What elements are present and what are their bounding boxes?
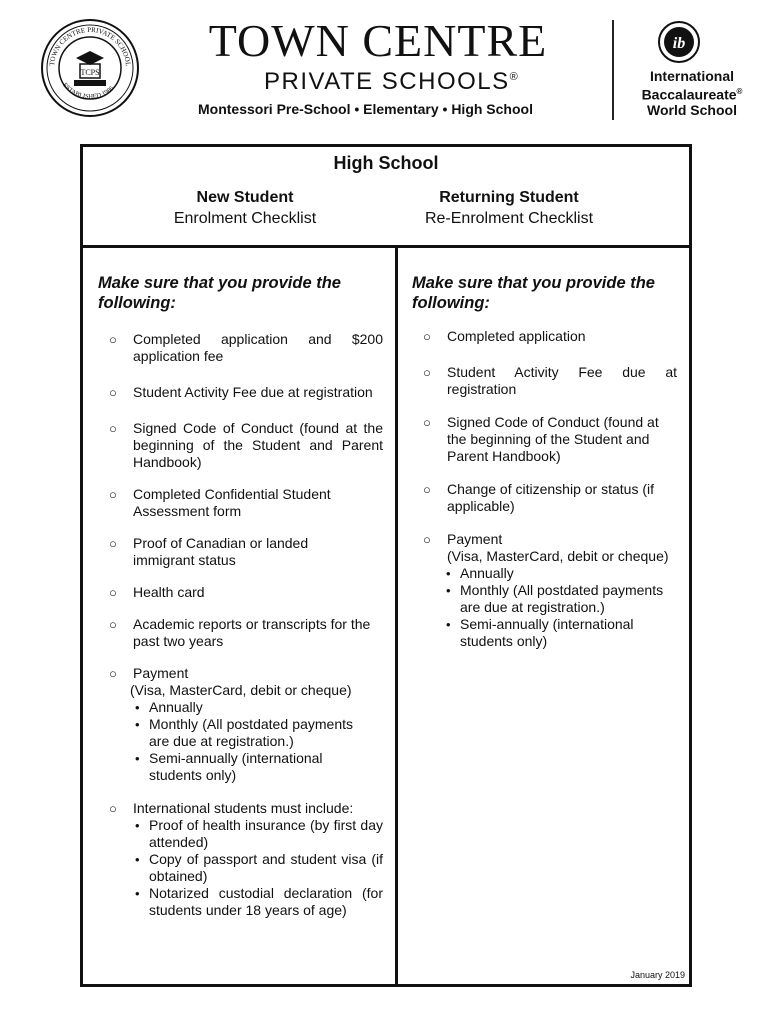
seal-monogram: TCPS — [80, 68, 100, 77]
list-item: ○ Change of citizenship or status (if applicable) — [423, 481, 654, 514]
ib-logo-letters: ib — [672, 35, 686, 52]
checkbox-circle-icon: ○ — [109, 421, 117, 436]
checkbox-circle-icon: ○ — [423, 365, 431, 380]
list-item: ○ Signed Code of Conduct (found at the beginning of the Student and Parent Handbook) — [109, 420, 383, 470]
payment-option: • Annually — [444, 565, 677, 582]
checkbox-circle-icon: ○ — [423, 415, 431, 430]
payment-options — [133, 699, 383, 784]
international-item: ○ International students must include: • Proof of health insurance (by first day attended) • Copy of passport and student visa (if obtained) • Notarized custodial declaration (for students under 18 years of age) — [98, 800, 383, 919]
brand-name: TOWN CENTRE — [208, 15, 548, 66]
payment-option: • Monthly (All postdated payments are due at registration.) — [133, 716, 353, 750]
list-item: ○ Completed application — [423, 328, 586, 344]
requirement-item: • Notarized custodial declaration (for students under 18 years of age) — [133, 885, 383, 919]
checklist-frame — [80, 144, 692, 987]
ib-logo — [657, 20, 701, 64]
new-student-lead: Make sure that you provide the following: — [98, 274, 341, 312]
header-divider — [612, 20, 614, 120]
seal-established-text: ESTABLISHED 1986 — [61, 81, 116, 101]
checkbox-circle-icon: ○ — [109, 487, 117, 502]
checkbox-circle-icon: ○ — [109, 385, 117, 400]
brand-subtitle: PRIVATE SCHOOLS® — [264, 68, 520, 95]
payment-option: • Semi-annually (international students only) — [444, 616, 677, 650]
payment-option: • Annually — [133, 699, 353, 716]
list-item: ○ Completed Confidential Student Assessment form — [109, 486, 331, 519]
list-item: ○ Completed application and $200 application fee — [109, 331, 383, 364]
new-student-column — [98, 273, 383, 919]
requirement-item: • Proof of health insurance (by first day attended) — [133, 817, 383, 851]
returning-student-lead: Make sure that you provide the following: — [412, 274, 655, 312]
checkbox-circle-icon: ○ — [109, 666, 117, 681]
payment-options — [447, 565, 677, 650]
list-item: ○ Proof of Canadian or landed immigrant status — [109, 535, 309, 568]
checkbox-circle-icon: ○ — [423, 482, 431, 497]
ib-world-school-text: International Baccalaureate® World School — [641, 68, 743, 118]
list-item: ○ Health card — [109, 584, 205, 600]
list-item: ○ Student Activity Fee due at registration — [423, 364, 677, 397]
requirement-item: • Copy of passport and student visa (if obtained) — [133, 851, 383, 885]
checkbox-circle-icon: ○ — [109, 332, 117, 347]
column-divider — [395, 248, 398, 984]
school-seal-logo — [40, 18, 140, 118]
returning-student-column — [412, 273, 677, 650]
document-date: January 2019 — [630, 970, 685, 980]
checkbox-circle-icon: ○ — [109, 585, 117, 600]
payment-item: ○ Payment (Visa, MasterCard, debit or cheque) • Annually • Monthly (All postdated payments are due at registration.) • Semi-annually (international students only) — [412, 531, 677, 650]
list-item: ○ Student Activity Fee due at registration — [109, 384, 373, 400]
payment-item: ○ Payment (Visa, MasterCard, debit or cheque) • Annually • Monthly (All postdated payments are due at registration.) • Semi-annually (international students only) — [98, 665, 383, 784]
checkbox-circle-icon: ○ — [109, 801, 117, 816]
brand-block — [168, 16, 588, 117]
returning-student-heading: Returning Student Re-Enrolment Checklist — [424, 189, 594, 227]
international-requirements — [133, 817, 383, 919]
seal-ring-text: TOWN CENTRE PRIVATE SCHOOL — [48, 25, 133, 67]
new-student-heading: New Student Enrolment Checklist — [173, 189, 317, 227]
checkbox-circle-icon: ○ — [423, 329, 431, 344]
payment-option: • Semi-annually (international students only) — [133, 750, 353, 784]
checkbox-circle-icon: ○ — [109, 536, 117, 551]
list-item: ○ Signed Code of Conduct (found at the beginning of the Student and Parent Handbook) — [423, 414, 659, 464]
checkbox-circle-icon: ○ — [109, 617, 117, 632]
payment-option: • Monthly (All postdated payments are due at registration.) — [444, 582, 677, 616]
checkbox-circle-icon: ○ — [423, 532, 431, 547]
brand-tagline: Montessori Pre-School • Elementary • High School — [198, 101, 533, 117]
form-title: High School — [333, 153, 439, 173]
checklist-header — [83, 147, 689, 248]
list-item: ○ Academic reports or transcripts for the past two years — [109, 616, 371, 649]
